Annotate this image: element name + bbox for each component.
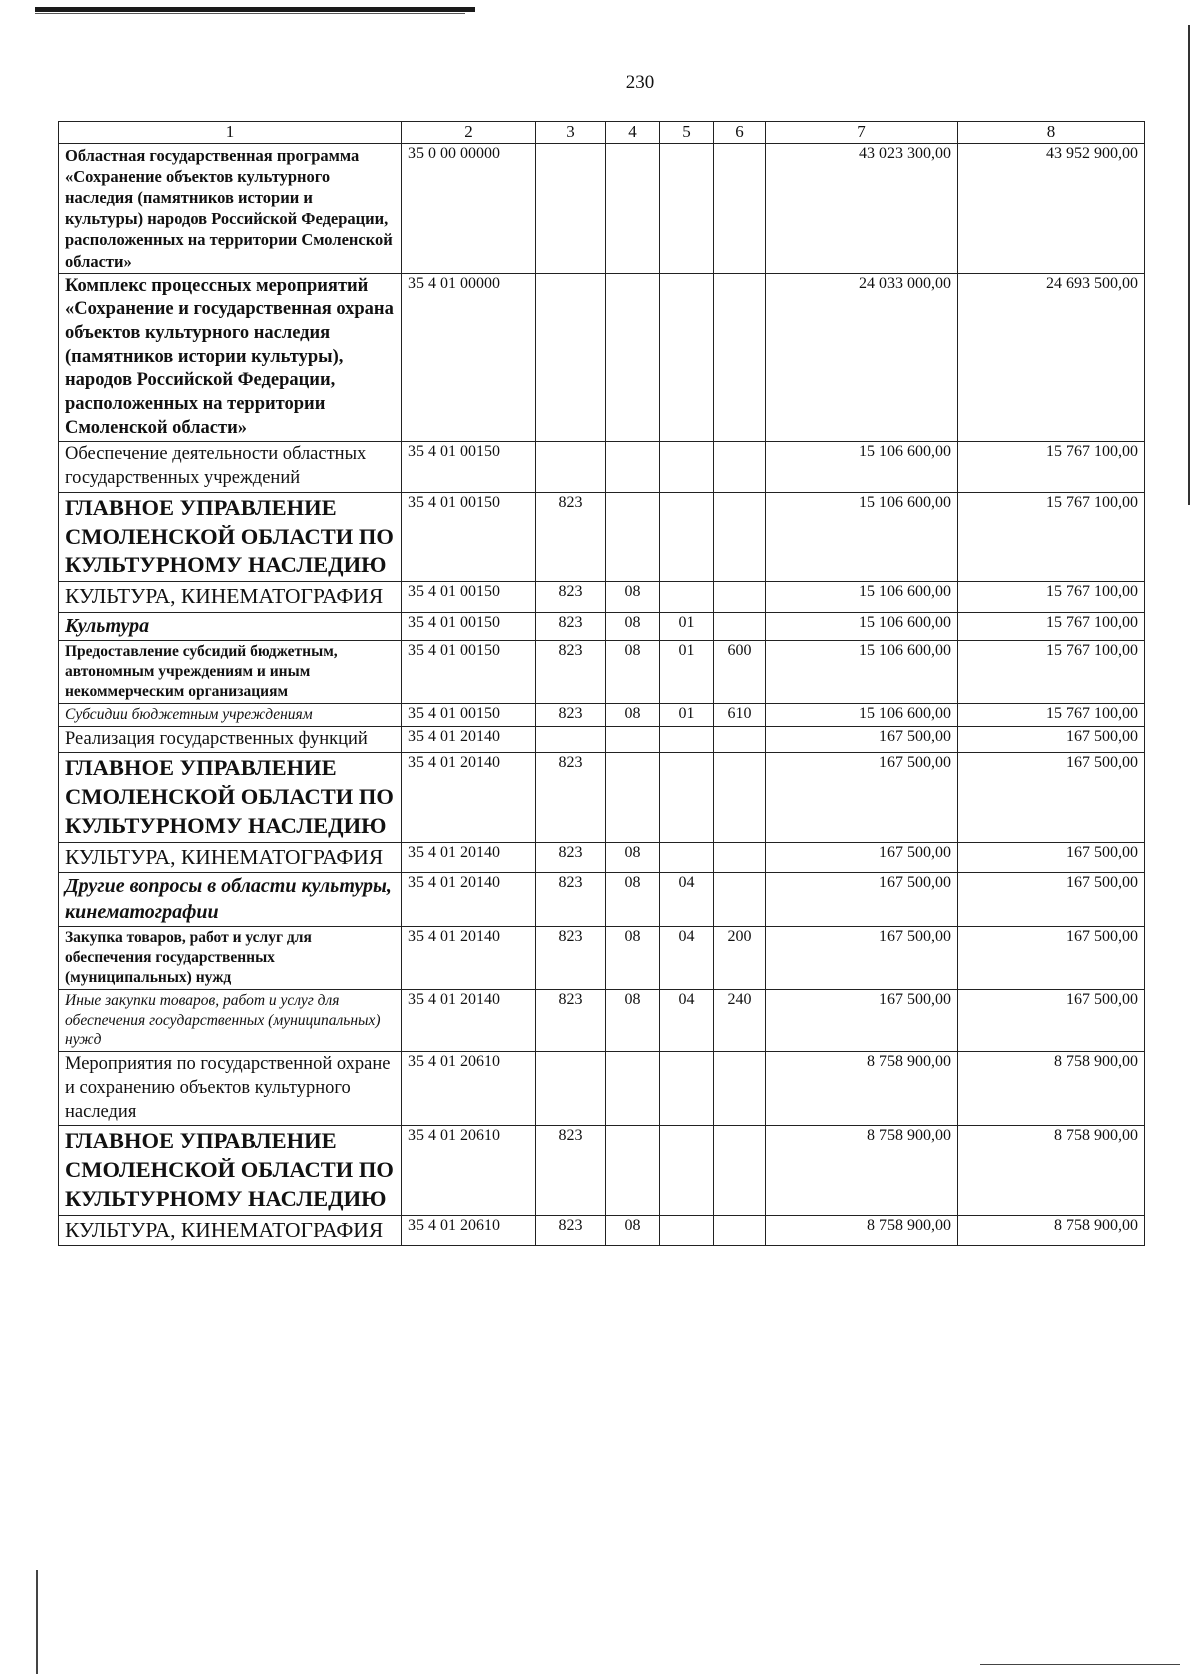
section-code-cell <box>606 1052 660 1126</box>
section-code-cell <box>606 273 660 442</box>
subsection-code-cell: 01 <box>660 612 714 641</box>
administrator-code-cell <box>536 273 606 442</box>
section-code-cell <box>606 144 660 274</box>
expense-type-cell <box>714 144 766 274</box>
header-cell: 6 <box>714 122 766 144</box>
header-cell: 5 <box>660 122 714 144</box>
subsection-code-cell <box>660 492 714 581</box>
expense-type-cell <box>714 1126 766 1215</box>
section-code-cell: 08 <box>606 842 660 873</box>
amount-year2-cell: 8 758 900,00 <box>958 1126 1145 1215</box>
table-row <box>59 873 1145 927</box>
header-cell: 8 <box>958 122 1145 144</box>
administrator-code-cell <box>536 144 606 274</box>
subsection-code-cell <box>660 1215 714 1246</box>
amount-year1-cell: 167 500,00 <box>766 753 958 842</box>
table-body <box>59 122 1145 1246</box>
target-article-cell: 35 4 01 00150 <box>402 442 536 492</box>
expense-type-cell <box>714 842 766 873</box>
expense-type-cell: 600 <box>714 641 766 703</box>
amount-year1-cell: 167 500,00 <box>766 842 958 873</box>
expense-type-cell <box>714 442 766 492</box>
target-article-cell: 35 4 01 20140 <box>402 927 536 989</box>
amount-year2-cell: 167 500,00 <box>958 842 1145 873</box>
amount-year2-cell: 167 500,00 <box>958 873 1145 927</box>
expense-type-cell: 240 <box>714 989 766 1051</box>
section-code-cell: 08 <box>606 1215 660 1246</box>
amount-year2-cell: 167 500,00 <box>958 753 1145 842</box>
amount-year1-cell: 167 500,00 <box>766 989 958 1051</box>
item-name-cell: Субсидии бюджетным учреждениям <box>59 703 402 726</box>
amount-year1-cell: 15 106 600,00 <box>766 703 958 726</box>
section-code-cell <box>606 1126 660 1215</box>
table-row <box>59 703 1145 726</box>
amount-year1-cell: 15 106 600,00 <box>766 442 958 492</box>
target-article-cell: 35 4 01 00000 <box>402 273 536 442</box>
table-row <box>59 442 1145 492</box>
header-cell: 2 <box>402 122 536 144</box>
target-article-cell: 35 4 01 00150 <box>402 582 536 613</box>
subsection-code-cell <box>660 273 714 442</box>
target-article-cell: 35 4 01 20140 <box>402 873 536 927</box>
subsection-code-cell: 01 <box>660 703 714 726</box>
subsection-code-cell <box>660 726 714 753</box>
section-code-cell: 08 <box>606 703 660 726</box>
amount-year2-cell: 8 758 900,00 <box>958 1052 1145 1126</box>
section-code-cell: 08 <box>606 989 660 1051</box>
administrator-code-cell <box>536 726 606 753</box>
amount-year1-cell: 8 758 900,00 <box>766 1126 958 1215</box>
target-article-cell: 35 4 01 00150 <box>402 612 536 641</box>
target-article-cell: 35 4 01 00150 <box>402 703 536 726</box>
item-name-cell: Другие вопросы в области культуры, кинематографии <box>59 873 402 927</box>
item-name-cell: КУЛЬТУРА, КИНЕМАТОГРАФИЯ <box>59 1215 402 1246</box>
amount-year2-cell: 15 767 100,00 <box>958 612 1145 641</box>
amount-year2-cell: 15 767 100,00 <box>958 703 1145 726</box>
expense-type-cell <box>714 492 766 581</box>
header-cell: 1 <box>59 122 402 144</box>
amount-year2-cell: 15 767 100,00 <box>958 442 1145 492</box>
section-code-cell: 08 <box>606 582 660 613</box>
page-number: 230 <box>625 72 655 93</box>
item-name-cell: КУЛЬТУРА, КИНЕМАТОГРАФИЯ <box>59 582 402 613</box>
target-article-cell: 35 4 01 00150 <box>402 641 536 703</box>
administrator-code-cell: 823 <box>536 842 606 873</box>
expense-type-cell <box>714 1215 766 1246</box>
amount-year2-cell: 43 952 900,00 <box>958 144 1145 274</box>
amount-year2-cell: 8 758 900,00 <box>958 1215 1145 1246</box>
expense-type-cell: 200 <box>714 927 766 989</box>
subsection-code-cell <box>660 144 714 274</box>
expense-type-cell <box>714 873 766 927</box>
scan-edge-left <box>36 1570 38 1674</box>
administrator-code-cell: 823 <box>536 927 606 989</box>
scan-edge-top-thin <box>35 13 465 14</box>
table-row <box>59 582 1145 613</box>
item-name-cell: Культура <box>59 612 402 641</box>
header-cell: 7 <box>766 122 958 144</box>
table-header-row <box>59 122 1145 144</box>
expense-type-cell <box>714 753 766 842</box>
amount-year1-cell: 167 500,00 <box>766 873 958 927</box>
administrator-code-cell: 823 <box>536 703 606 726</box>
subsection-code-cell <box>660 582 714 613</box>
amount-year2-cell: 15 767 100,00 <box>958 492 1145 581</box>
administrator-code-cell: 823 <box>536 989 606 1051</box>
amount-year1-cell: 24 033 000,00 <box>766 273 958 442</box>
section-code-cell <box>606 726 660 753</box>
section-code-cell: 08 <box>606 612 660 641</box>
item-name-cell: Реализация государственных функций <box>59 726 402 753</box>
table-row <box>59 726 1145 753</box>
subsection-code-cell: 04 <box>660 989 714 1051</box>
table-row <box>59 492 1145 581</box>
subsection-code-cell: 01 <box>660 641 714 703</box>
subsection-code-cell <box>660 753 714 842</box>
table-row <box>59 144 1145 274</box>
section-code-cell <box>606 753 660 842</box>
table-row <box>59 753 1145 842</box>
target-article-cell: 35 4 01 20140 <box>402 989 536 1051</box>
amount-year2-cell: 15 767 100,00 <box>958 582 1145 613</box>
administrator-code-cell: 823 <box>536 753 606 842</box>
item-name-cell: Закупка товаров, работ и услуг для обеспечения государственных (муниципальных) нужд <box>59 927 402 989</box>
expense-type-cell <box>714 1052 766 1126</box>
table-row <box>59 927 1145 989</box>
target-article-cell: 35 4 01 20610 <box>402 1215 536 1246</box>
section-code-cell: 08 <box>606 641 660 703</box>
administrator-code-cell: 823 <box>536 612 606 641</box>
scan-edge-right <box>1188 25 1190 505</box>
target-article-cell: 35 4 01 20140 <box>402 726 536 753</box>
amount-year1-cell: 15 106 600,00 <box>766 612 958 641</box>
header-cell: 4 <box>606 122 660 144</box>
target-article-cell: 35 4 01 00150 <box>402 492 536 581</box>
table-row <box>59 612 1145 641</box>
item-name-cell: Иные закупки товаров, работ и услуг для обеспечения государственных (муниципальных) нужд <box>59 989 402 1051</box>
administrator-code-cell <box>536 1052 606 1126</box>
administrator-code-cell: 823 <box>536 1215 606 1246</box>
table-row <box>59 1052 1145 1126</box>
scan-edge-bottom <box>980 1664 1180 1665</box>
target-article-cell: 35 4 01 20140 <box>402 842 536 873</box>
item-name-cell: Областная государственная программа «Сохранение объектов культурного наследия (памятников истории и культуры) народов Российской Федерации, расположенных на территории Смоленской области» <box>59 144 402 274</box>
amount-year1-cell: 167 500,00 <box>766 927 958 989</box>
amount-year2-cell: 15 767 100,00 <box>958 641 1145 703</box>
scan-edge-top <box>35 7 475 12</box>
amount-year1-cell: 43 023 300,00 <box>766 144 958 274</box>
amount-year2-cell: 167 500,00 <box>958 989 1145 1051</box>
amount-year1-cell: 15 106 600,00 <box>766 641 958 703</box>
target-article-cell: 35 0 00 00000 <box>402 144 536 274</box>
subsection-code-cell <box>660 842 714 873</box>
amount-year2-cell: 167 500,00 <box>958 927 1145 989</box>
subsection-code-cell <box>660 1126 714 1215</box>
target-article-cell: 35 4 01 20140 <box>402 753 536 842</box>
item-name-cell: Мероприятия по государственной охране и сохранению объектов культурного наследия <box>59 1052 402 1126</box>
administrator-code-cell: 823 <box>536 873 606 927</box>
administrator-code-cell: 823 <box>536 1126 606 1215</box>
header-cell: 3 <box>536 122 606 144</box>
item-name-cell: ГЛАВНОЕ УПРАВЛЕНИЕ СМОЛЕНСКОЙ ОБЛАСТИ ПО КУЛЬТУРНОМУ НАСЛЕДИЮ <box>59 492 402 581</box>
expense-type-cell: 610 <box>714 703 766 726</box>
item-name-cell: Предоставление субсидий бюджетным, автономным учреждениям и иным некоммерческим организациям <box>59 641 402 703</box>
table-row <box>59 842 1145 873</box>
item-name-cell: Комплекс процессных мероприятий «Сохранение и государственная охрана объектов культурного наследия (памятников истории культуры), народов Российской Федерации, расположенных на территории Смоленской области» <box>59 273 402 442</box>
table-row <box>59 1215 1145 1246</box>
subsection-code-cell <box>660 442 714 492</box>
item-name-cell: КУЛЬТУРА, КИНЕМАТОГРАФИЯ <box>59 842 402 873</box>
amount-year1-cell: 15 106 600,00 <box>766 582 958 613</box>
amount-year2-cell: 167 500,00 <box>958 726 1145 753</box>
amount-year1-cell: 15 106 600,00 <box>766 492 958 581</box>
administrator-code-cell: 823 <box>536 492 606 581</box>
amount-year2-cell: 24 693 500,00 <box>958 273 1145 442</box>
subsection-code-cell: 04 <box>660 927 714 989</box>
item-name-cell: ГЛАВНОЕ УПРАВЛЕНИЕ СМОЛЕНСКОЙ ОБЛАСТИ ПО КУЛЬТУРНОМУ НАСЛЕДИЮ <box>59 753 402 842</box>
expense-type-cell <box>714 612 766 641</box>
section-code-cell <box>606 492 660 581</box>
item-name-cell: Обеспечение деятельности областных государственных учреждений <box>59 442 402 492</box>
administrator-code-cell: 823 <box>536 641 606 703</box>
section-code-cell: 08 <box>606 873 660 927</box>
subsection-code-cell <box>660 1052 714 1126</box>
amount-year1-cell: 167 500,00 <box>766 726 958 753</box>
table-row <box>59 1126 1145 1215</box>
table-row <box>59 989 1145 1051</box>
target-article-cell: 35 4 01 20610 <box>402 1052 536 1126</box>
administrator-code-cell: 823 <box>536 582 606 613</box>
expense-type-cell <box>714 582 766 613</box>
section-code-cell: 08 <box>606 927 660 989</box>
expense-type-cell <box>714 273 766 442</box>
subsection-code-cell: 04 <box>660 873 714 927</box>
table-row <box>59 273 1145 442</box>
administrator-code-cell <box>536 442 606 492</box>
amount-year1-cell: 8 758 900,00 <box>766 1052 958 1126</box>
expense-type-cell <box>714 726 766 753</box>
item-name-cell: ГЛАВНОЕ УПРАВЛЕНИЕ СМОЛЕНСКОЙ ОБЛАСТИ ПО КУЛЬТУРНОМУ НАСЛЕДИЮ <box>59 1126 402 1215</box>
target-article-cell: 35 4 01 20610 <box>402 1126 536 1215</box>
table-row <box>59 641 1145 703</box>
section-code-cell <box>606 442 660 492</box>
amount-year1-cell: 8 758 900,00 <box>766 1215 958 1246</box>
budget-table <box>58 121 1145 1246</box>
